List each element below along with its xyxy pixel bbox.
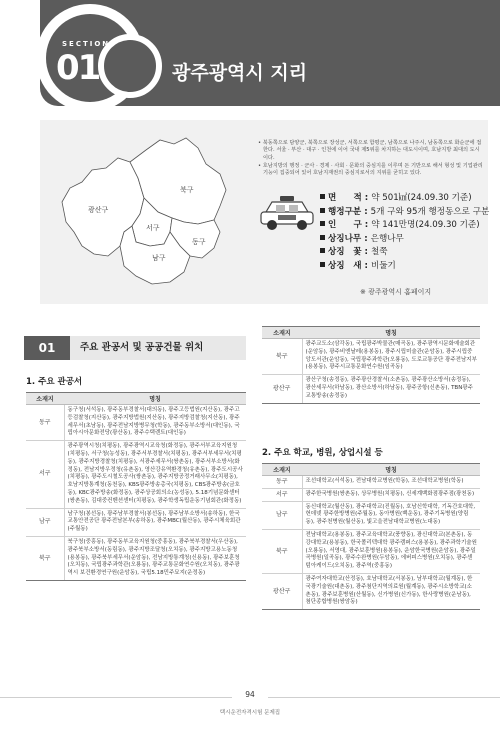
column-header-name: 명칭 <box>64 393 246 405</box>
page-title: 광주광역시 지리 <box>172 62 308 84</box>
table-row <box>262 501 480 529</box>
cell-district: 북구 <box>262 529 302 573</box>
page-header <box>0 0 500 112</box>
schools-heading: 2. 주요 학교, 병원, 상업시설 등 <box>262 448 383 458</box>
table-row <box>26 441 246 508</box>
table-row <box>262 339 480 375</box>
cell-names: 조선대학교(서석동), 전남대학교병원(학동), 조선대학교병원(학동) <box>302 476 480 489</box>
overview-bullets <box>258 140 484 178</box>
map-label-bukgu: 북구 <box>180 186 194 194</box>
schools-table <box>262 463 480 610</box>
cell-names: 광주한국병원(쌍촌동), 상무병원(치평동), 신세계백화점광주점(광천동) <box>302 488 480 501</box>
column-header-name: 명칭 <box>302 464 480 476</box>
gwangju-district-map <box>48 128 244 296</box>
map-label-seogu: 서구 <box>146 224 160 232</box>
offices-table <box>26 392 246 581</box>
footer-book-title: 택시운전자격시험 문제집 <box>219 710 281 716</box>
city-facts <box>320 192 490 274</box>
column-header-district: 소재지 <box>262 327 302 339</box>
cell-names: 전남대학교(용봉동), 광주교육대학교(풍향동), 광신대학교(본촌동), 동강대학교(용봉동), 한국폴리텍대학 광주캠퍼스(용봉동), 광주과학기술원(오룡동), 서영대, 광주보훈병원(용봉동), 운암한국병원(운암동), 광주일곡병원(일곡동), 광주수완병원(두암동), 에버피스병원(오치동), 광주센텀아케이드(오치동), 광주역(중흥동) <box>302 529 480 573</box>
table-header-row <box>26 393 246 405</box>
column-header-name: 명칭 <box>302 327 480 339</box>
cell-district: 광산구 <box>262 375 302 403</box>
fact-symbol-flower: 상징 꽃 : 철쭉 <box>320 246 490 260</box>
section-label: SECTION <box>62 40 111 48</box>
cell-names: 동구청(서석동), 광주동부경찰서(대의동), 광주고등법원(지산동), 광주고등검찰청(지산동), 광주지방법원(지산동), 광주지방검찰청(지산동), 광주세무서(초남동), 광주전남지방병무청(학동), 광주동부소방서(대인동), 국립아시아문화전당(광산동), 광주수택렌트(대인동) <box>64 405 246 441</box>
fact-population: 인 구 : 약 141만명(24.09.30 기준) <box>320 219 490 233</box>
table-row <box>26 536 246 580</box>
cell-names: 남구청(봉선동), 광주남부경찰서(봉선동), 광주남부소방서(송하동), 한국교통안전공단 광주전남본부(송하동), 광주MBC(월산동), 광주시체육회관(주월동) <box>64 508 246 536</box>
map-label-donggu: 동구 <box>192 238 206 246</box>
column-header-district: 소재지 <box>262 464 302 476</box>
cell-district: 남구 <box>26 508 64 536</box>
cell-district: 동구 <box>26 405 64 441</box>
section-title-number: 01 <box>24 336 70 360</box>
overview-bullet: • 호남지방의 행정 · 군사 · 경제 · 사회 · 문화의 중심지를 이루며 돈 기반으로 해서 형성 및 기업관리기능이 집중되어 있어 호남지재권의 중심지로서의 지위를 굳히고 있다. <box>258 162 483 177</box>
offices-heading: 1. 주요 관공서 <box>26 377 83 387</box>
cell-names: 광산구청(송정동), 광주광산경찰서(소촌동), 광주광산소방서(송정동), 광산세무서(하남동), 광산소방서(하남동), 광주공항(신촌동), TBN광주교통방송(송정동) <box>302 375 480 403</box>
map-label-gwangsangu: 광산구 <box>88 206 109 214</box>
cell-district: 서구 <box>262 488 302 501</box>
cell-district: 서구 <box>26 441 64 508</box>
source-credit: ※ 광주광역시 홈페이지 <box>360 288 432 296</box>
table-row <box>26 508 246 536</box>
table-row <box>262 476 480 489</box>
table-row <box>262 375 480 403</box>
cell-names: 북구청(중흥동), 광주동부교육지원청(중흥동), 광주북부경찰서(우산동), 광주북부소방서(동림동), 광주지방조달청(오치동), 광주지방고용노동청(용봉동), 광주북부세무서(운암동), 전남지방통계청(신용동), 광주보훈청(오치동), 국립광주과학관(오룡동), 광주교통문화연수원(오치동), 광주광역시 보건환경연구원(운암동), 국립5.18민주묘지(운정동) <box>64 536 246 580</box>
table-row <box>262 573 480 609</box>
cell-names: 광주여자대학교(산정동), 호남대학교(서봉동), 남부대학교(월계동), 한국광기술원(대촌동), 광주첨단지역의료원(월계동), 광주시소방학교(소촌동), 광주보훈병원(산월동), 신가병원(신가동), 한사랑병원(운남동), 첨단종합병원(쌍암동) <box>302 573 480 609</box>
overview-bullet: • 북동쪽으로 담양군, 북쪽으로 장성군, 서쪽으로 함평군, 남쪽으로 나주시, 남동쪽으로 화순군에 접한다. 서울 · 부산 · 대구 · 인천에 이어 국내 제5위를 차지하는 대도시이며, 호남지방 최대의 도시이다. <box>258 140 482 161</box>
fact-symbol-bird: 상징 새 : 비둘기 <box>320 260 490 274</box>
cell-names: 광주교도소(삼각동), 국립광주박물관(매곡동), 광주광역시문화예술회관(운암동), 광주비엔날레(용봉동), 광주시립미술관(운암동), 광주시립중앙도서관(운암동), 국립광주과학관(오룡동), 도로교통공단 광주전남지부(용봉동), 광주시교통문화연수원(임곡동) <box>302 339 480 375</box>
table-header-row <box>262 464 480 476</box>
table-row <box>26 405 246 441</box>
column-header-district: 소재지 <box>26 393 64 405</box>
map-label-namgu: 남구 <box>152 254 166 262</box>
cell-district: 북구 <box>262 339 302 375</box>
cell-names: 동신대학교(월산동), 광주대학교(진월동), 호남신학대학, 기독간호대학, 헌데넷 광주한방병원(주월동), 동아병원(백운동), 광주기독병원(양림동), 광주천병원(월산동), 빛고을전남대학교병원(노대동) <box>302 501 480 529</box>
fact-symbol-tree: 상징나무 : 은행나무 <box>320 233 490 247</box>
fact-area: 면 적 : 약 501㎢(24.09.30 기준) <box>320 192 490 206</box>
cell-district: 남구 <box>262 501 302 529</box>
section-number: 01 <box>56 48 100 88</box>
table-header-row <box>262 327 480 339</box>
cell-district: 광산구 <box>262 573 302 609</box>
cell-district: 동구 <box>262 476 302 489</box>
table-row <box>262 529 480 573</box>
cell-names: 광주광역시청(치평동), 광주광역시교육청(화정동), 광주서부교육지원청(치평동), 서구청(농성동), 광주서부경찰서(치평동), 광주서부세무서(치평동), 광주지방경찰청(치평동), 서광주세무서(쌍촌동), 광주서부소방서(화정동), 전남지방우정청(유촌동), 영산강유역환경청(유촌동), 광주도시공사(치평동), 광주도시철도공사(쌍촌동), 광주지방공정거래사무소(치평동), 호남지방통계청(동천동), KBS광주방송총국(치평동), CBS광주방송(금호동), KBC광주방송(화정동), 광주상공회의소(농성동), 5.18기념문화센터(쌍촌동), 김대중컨벤션센터(치평동), 광주학생독립운동기념회관(화정동) <box>64 441 246 508</box>
cell-district: 북구 <box>26 536 64 580</box>
offices-table-continued <box>262 326 480 404</box>
page-number: 94 <box>232 690 268 699</box>
taxi-icon <box>258 196 316 232</box>
table-row <box>262 488 480 501</box>
fact-admin-division: 행정구분 : 5개 구와 95개 행정동으로 구분 <box>320 206 490 220</box>
section-title: 주요 관공서 및 공공건물 위치 <box>80 342 204 353</box>
